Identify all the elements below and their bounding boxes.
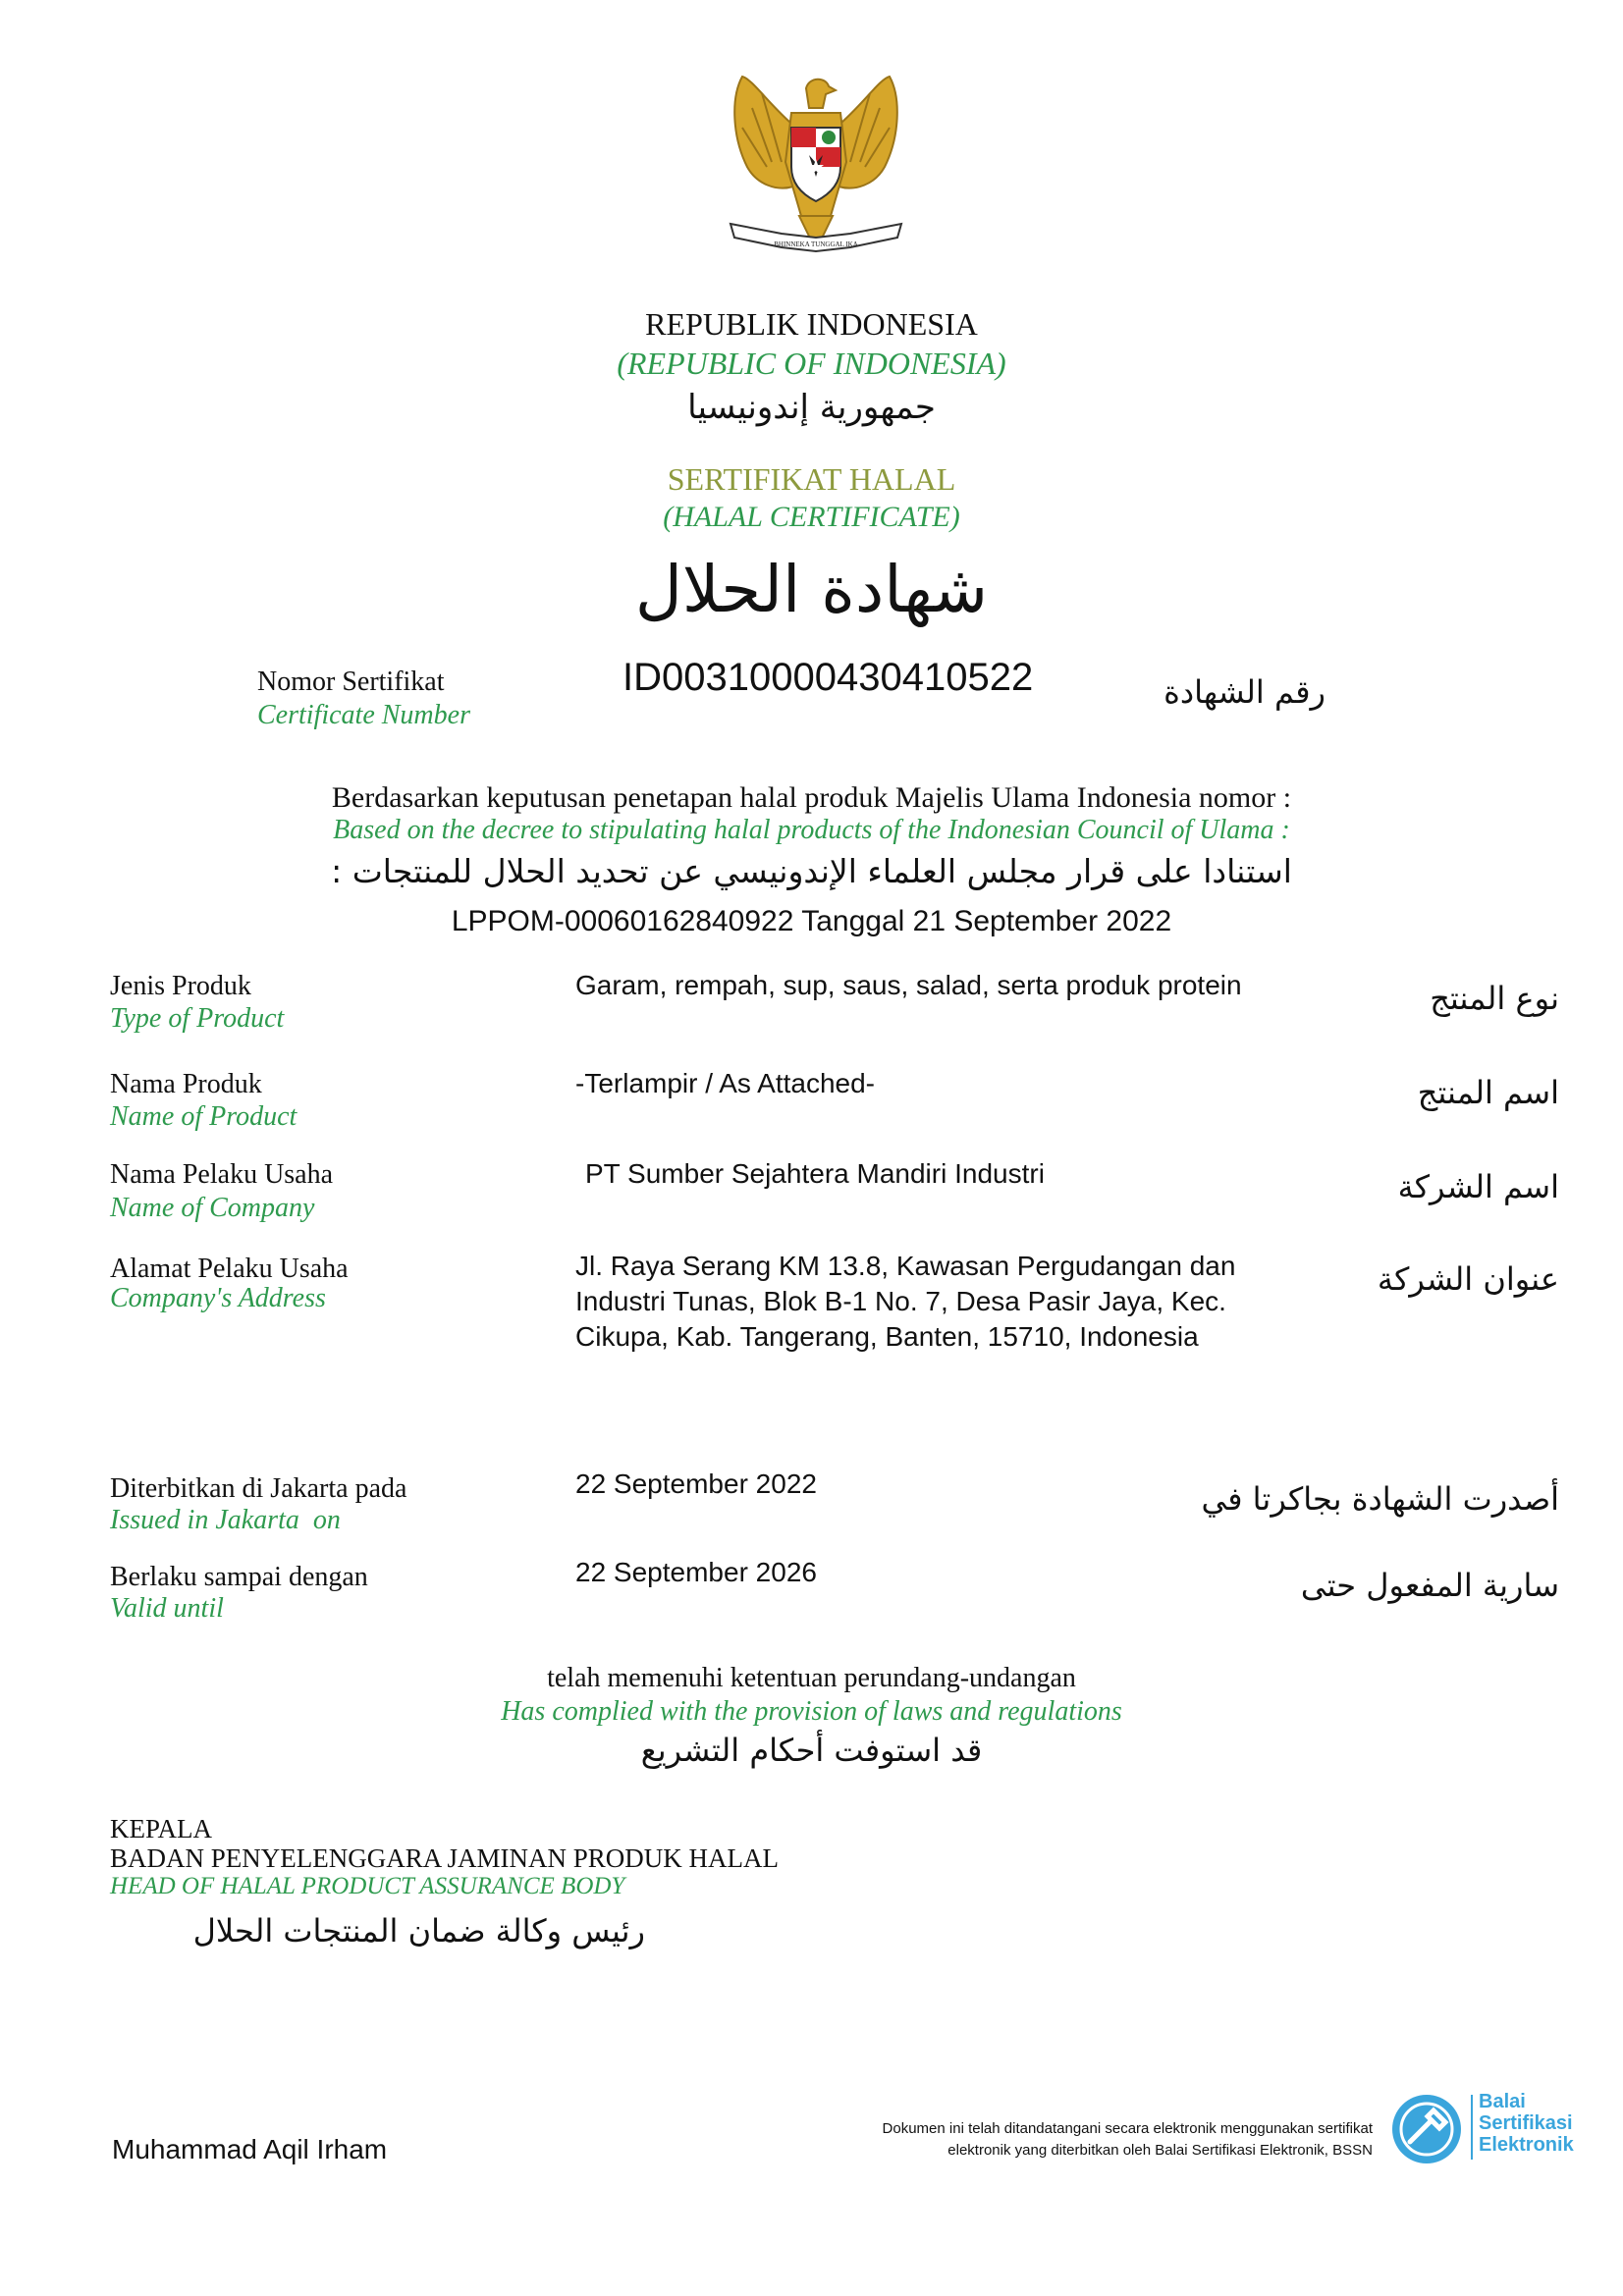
decree-text: Berdasarkan keputusan penetapan halal produk Majelis Ulama Indonesia nomor :: [331, 781, 1292, 814]
field-label: Nama Produk: [110, 1069, 262, 1099]
bsre-mark-icon: [1388, 2091, 1465, 2167]
decree-text-ar: استنادا على قرار مجلس العلماء الإندونيسي عن تحديد الحلال للمنتجات :: [331, 852, 1292, 890]
certificate-number-label-en: Certificate Number: [257, 700, 470, 730]
field-label-ar: اسم الشركة: [1397, 1168, 1559, 1205]
certificate-title: SERTIFIKAT HALAL: [667, 461, 956, 497]
field-label-en: Name of Product: [110, 1101, 298, 1132]
certificate-title-ar: شهادة الحلال: [634, 552, 989, 627]
certificate-title-en: (HALAL CERTIFICATE): [663, 501, 960, 533]
valid-label: Berlaku sampai dengan: [110, 1562, 368, 1592]
country-title-ar: جمهورية إندونيسيا: [687, 388, 936, 427]
signatory-title-en: HEAD OF HALAL PRODUCT ASSURANCE BODY: [110, 1873, 625, 1899]
bsre-text-line2: Sertifikasi: [1479, 2112, 1573, 2134]
field-value: Garam, rempah, sup, saus, salad, serta produk protein: [575, 970, 1242, 1000]
field-label: Jenis Produk: [110, 971, 251, 1001]
issued-date: 22 September 2022: [575, 1468, 817, 1499]
field-value: PT Sumber Sejahtera Mandiri Industri: [585, 1158, 1045, 1189]
decree-reference: LPPOM-00060162840922 Tanggal 21 September 2022: [451, 905, 1172, 937]
certificate-number-label-ar: رقم الشهادة: [1163, 673, 1325, 711]
garuda-emblem: [713, 69, 919, 275]
e-signature-note: [766, 2118, 1373, 2162]
bsre-logo: [1388, 2089, 1595, 2167]
decree-text-en: Based on the decree to stipulating halal products of the Indonesian Council of Ulama :: [333, 815, 1290, 845]
signatory-title-ar: رئيس وكالة ضمان المنتجات الحلال: [192, 1912, 645, 1949]
bsre-text-line3: Elektronik: [1479, 2134, 1574, 2156]
bsre-text-line1: Balai: [1479, 2091, 1526, 2112]
field-label-en: Company's Address: [110, 1283, 326, 1313]
compliance-text-ar: قد استوفت أحكام التشريع: [640, 1732, 983, 1769]
field-label-en: Name of Company: [110, 1193, 315, 1223]
valid-date: 22 September 2026: [575, 1557, 817, 1587]
field-label-ar: عنوان الشركة: [1377, 1260, 1559, 1298]
field-value: -Terlampir / As Attached-: [575, 1068, 876, 1098]
signatory-title: KEPALA: [110, 1814, 213, 1843]
field-label-ar: اسم المنتج: [1417, 1074, 1559, 1111]
compliance-text: telah memenuhi ketentuan perundang-undangan: [547, 1663, 1076, 1693]
field-value: Jl. Raya Serang KM 13.8, Kawasan Pergudangan dan Industri Tunas, Blok B-1 No. 7, Desa Pasir Jaya, Kec. Cikupa, Kab. Tangerang, Banten, 15710, Indonesia: [575, 1251, 1236, 1352]
field-label: Alamat Pelaku Usaha: [110, 1254, 349, 1284]
issued-label-en: Issued in Jakarta on: [110, 1505, 341, 1535]
emblem-motto: BHINNEKA TUNGGAL IKA: [774, 240, 858, 248]
e-signature-note-line2: elektronik yang diterbitkan oleh Balai Sertifikasi Elektronik, BSSN: [947, 2142, 1373, 2159]
valid-label-ar: سارية المفعول حتى: [1300, 1567, 1559, 1604]
field-label-en: Type of Product: [110, 1003, 285, 1034]
certificate-number: ID00310000430410522: [622, 656, 1034, 699]
issued-label: Diterbitkan di Jakarta pada: [110, 1473, 407, 1504]
field-label: Nama Pelaku Usaha: [110, 1159, 334, 1190]
issued-label-ar: أصدرت الشهادة بجاكرتا في: [1201, 1480, 1559, 1518]
country-title: REPUBLIK INDONESIA: [645, 306, 978, 342]
bsre-divider: [1471, 2095, 1473, 2160]
valid-label-en: Valid until: [110, 1593, 224, 1624]
compliance-text-en: Has complied with the provision of laws and regulations: [501, 1696, 1122, 1727]
country-title-en: (REPUBLIC OF INDONESIA): [617, 346, 1006, 381]
field-label-ar: نوع المنتج: [1430, 980, 1559, 1017]
e-signature-note-line1: Dokumen ini telah ditandatangani secara elektronik menggunakan sertifikat: [882, 2120, 1373, 2137]
signatory-agency: BADAN PENYELENGGARA JAMINAN PRODUK HALAL: [110, 1843, 779, 1873]
certificate-number-label: Nomor Sertifikat: [257, 667, 445, 697]
signatory-name: Muhammad Aqil Irham: [112, 2134, 388, 2164]
